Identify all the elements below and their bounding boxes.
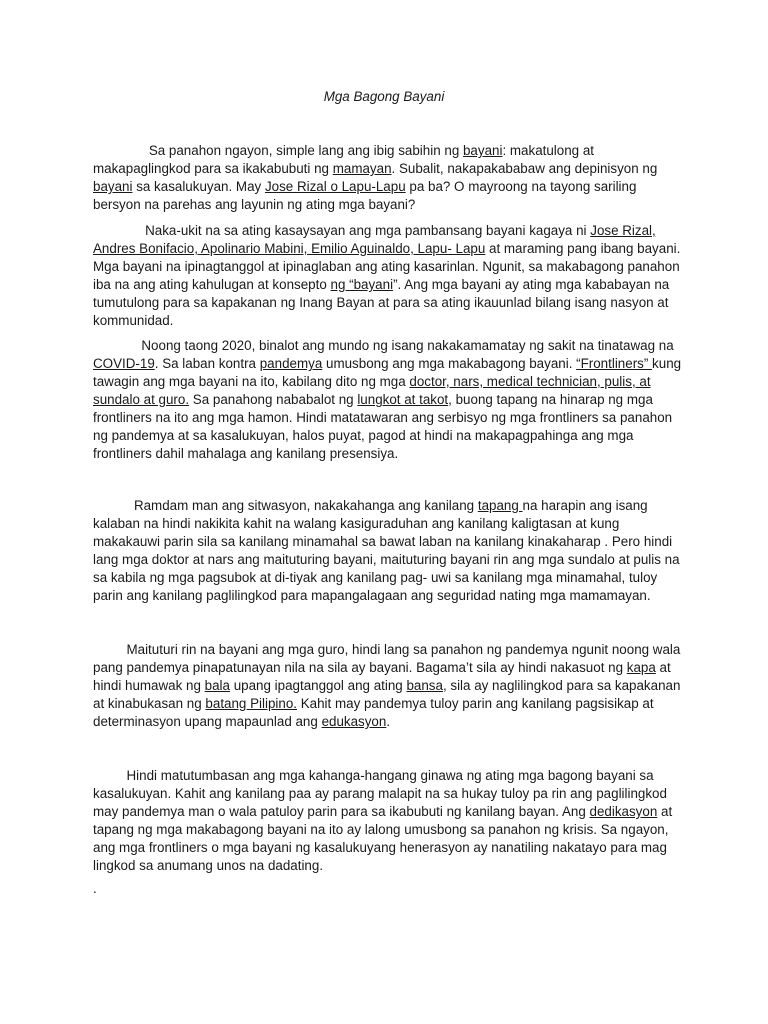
underlined-text: doctor, nars, medical technician, pulis, at sundalo at guro. (93, 374, 651, 407)
underlined-text: COVID-19 (93, 356, 155, 371)
paragraph-text: Kahit may pandemya tuloy parin ang kanilang pagsisikap at determinasyon upang mapaunlad ang (93, 696, 654, 729)
paragraph-indent (93, 338, 141, 353)
paragraph-text: , buong tapang na hinarap ng mga frontliners na ito ang mga hamon. Hindi matatawaran ang serbisyo ng mga frontliners sa panahon ng pandemya at sa kasalukuyan, halos puyat, pagod at hindi na makapagpahinga ang mga frontliners dahil mahalaga ang kanilang presensiya. (93, 392, 673, 461)
underlined-text: dedikasyon (589, 804, 658, 819)
paragraph-4 (93, 497, 685, 605)
underlined-text: Jose Rizal, Andres Bonifacio, Apolinario Mabini, Emilio Aguinaldo, Lapu- Lapu (93, 223, 656, 256)
paragraph-text: at maraming pang ibang bayani. Mga bayani na ipinagtanggol at ipinaglaban ang ating kasarinlan. Ngunit, sa makabagong panahon iba na ang ating kahulugan at konsepto (93, 241, 681, 292)
underlined-text: pandemya (259, 356, 323, 371)
paragraph-text: , sila ay naglilingkod para sa kapakanan at kinabukasan ng (93, 678, 681, 711)
paragraph-2 (93, 222, 685, 330)
trailing-period: . (93, 881, 97, 896)
paragraph-text: pa ba? O mayroong na tayong sariling bersyon na parehas ang layunin ng ating mga bayani? (93, 179, 637, 212)
paragraph-text: sa kasalukuyan. May (132, 179, 265, 194)
paragraph-indent (93, 223, 145, 238)
underlined-text: Jose Rizal o Lapu-Lapu (264, 179, 406, 194)
paragraph-text: : makatulong at makapaglingkod para sa ikakabubuti ng (93, 143, 595, 176)
underlined-text: lungkot at takot (357, 392, 449, 407)
paragraph-text: Hindi matutumbasan ang mga kahanga-hangang ginawa ng ating mga bagong bayani sa kasalukuyan. Kahit ang kanilang paa ay parang malapit na sa hukay tuloy pa rin ang paglilingkod may pandemya man o wala patuloy parin para sa ikabubuti ng kanilang bayan. Ang (93, 768, 667, 819)
paragraph-3 (93, 337, 685, 463)
underlined-text: bala (204, 678, 230, 693)
paragraph-text: upang ipagtanggol ang ating (229, 678, 407, 693)
paragraph-6 (93, 767, 685, 875)
paragraph-text: Noong taong 2020, binalot ang mundo ng isang nakakamamatay ng sakit na tinatawag na (141, 338, 674, 353)
underlined-text: batang Pilipino. (205, 696, 297, 711)
document-title: Mga Bagong Bayani (323, 89, 445, 104)
paragraph-text: ”. Ang mga bayani ay ating mga kababayan na tumutulong para sa kapakanan ng Inang Bayan at para sa ating ikauunlad bilang isang nasyon at kommunidad. (93, 277, 670, 328)
paragraph-text: Ramdam man ang sitwasyon, nakakahanga ang kanilang (133, 498, 478, 513)
paragraph-indent (93, 498, 134, 513)
paragraph-text: Sa panahong nababalot ng (189, 392, 358, 407)
paragraph-text: . (386, 714, 391, 729)
paragraph-text: Sa panahon ngayon, simple lang ang ibig sabihin ng (148, 143, 463, 158)
paragraph-text: . Sa laban kontra (154, 356, 260, 371)
underlined-text: tapang (477, 498, 523, 513)
paragraph-text: umusbong ang mga makabagong bayani. (322, 356, 577, 371)
paragraph-indent (93, 768, 126, 783)
paragraph-text: at tapang ng mga makabagong bayani na ito ay lalong umusbong sa panahon ng krisis. Sa ngayon, ang mga frontliners o mga bayani ng kasalukuyang henerasyon ay nanatiling nakatayo para mag lingkod sa anumang unos na dadating. (93, 804, 673, 873)
underlined-text: mamayan (332, 161, 392, 176)
underlined-text: kapa (626, 660, 656, 675)
paragraph-text: at hindi humawak ng (93, 660, 671, 693)
paragraph-5 (93, 641, 685, 731)
paragraph-text: Maituturi rin na bayani ang mga guro, hindi lang sa panahon ng pandemya ngunit noong wala pang pandemya pinapatunayan nila na sila ay bayani. Bagama’t sila ay hindi nakasuot ng (93, 642, 681, 675)
underlined-text: bayani (93, 179, 133, 194)
paragraph-text: na harapin ang isang kalaban na hindi nakikita kahit na walang kasiguraduhan ang kanilang kaligtasan at kung makakauwi parin sila sa kanilang minamahal sa bawat laban na kanilang kinakaharap . Pero hindi lang mga doktor at nars ang maituturing bayani, maituturing bayani rin ang mga sundalo at pulis na sa kabila ng mga pagsubok at di-tiyak ang kanilang pag- uwi sa kanilang mga minamahal, tuloy parin ang kanilang paglilingkod para mapangalagaan ang seguridad nating mga mamamayan. (93, 498, 680, 603)
underlined-text: ng “bayani (330, 277, 394, 292)
paragraph-indent (93, 642, 126, 657)
paragraph-text: . Subalit, nakapakababaw ang depinisyon ng (391, 161, 658, 176)
underlined-text: edukasyon (321, 714, 387, 729)
paragraph-text: kung tawagin ang mga bayani na ito, kabilang dito ng mga (93, 356, 682, 389)
underlined-text: bansa (406, 678, 443, 693)
paragraph-indent (93, 143, 149, 158)
paragraph-1 (93, 142, 685, 214)
underlined-text: bayani (462, 143, 503, 158)
paragraph-text: Naka-ukit na sa ating kasaysayan ang mga pambansang bayani kagaya ni (145, 223, 591, 238)
underlined-text: “Frontliners” (576, 356, 653, 371)
